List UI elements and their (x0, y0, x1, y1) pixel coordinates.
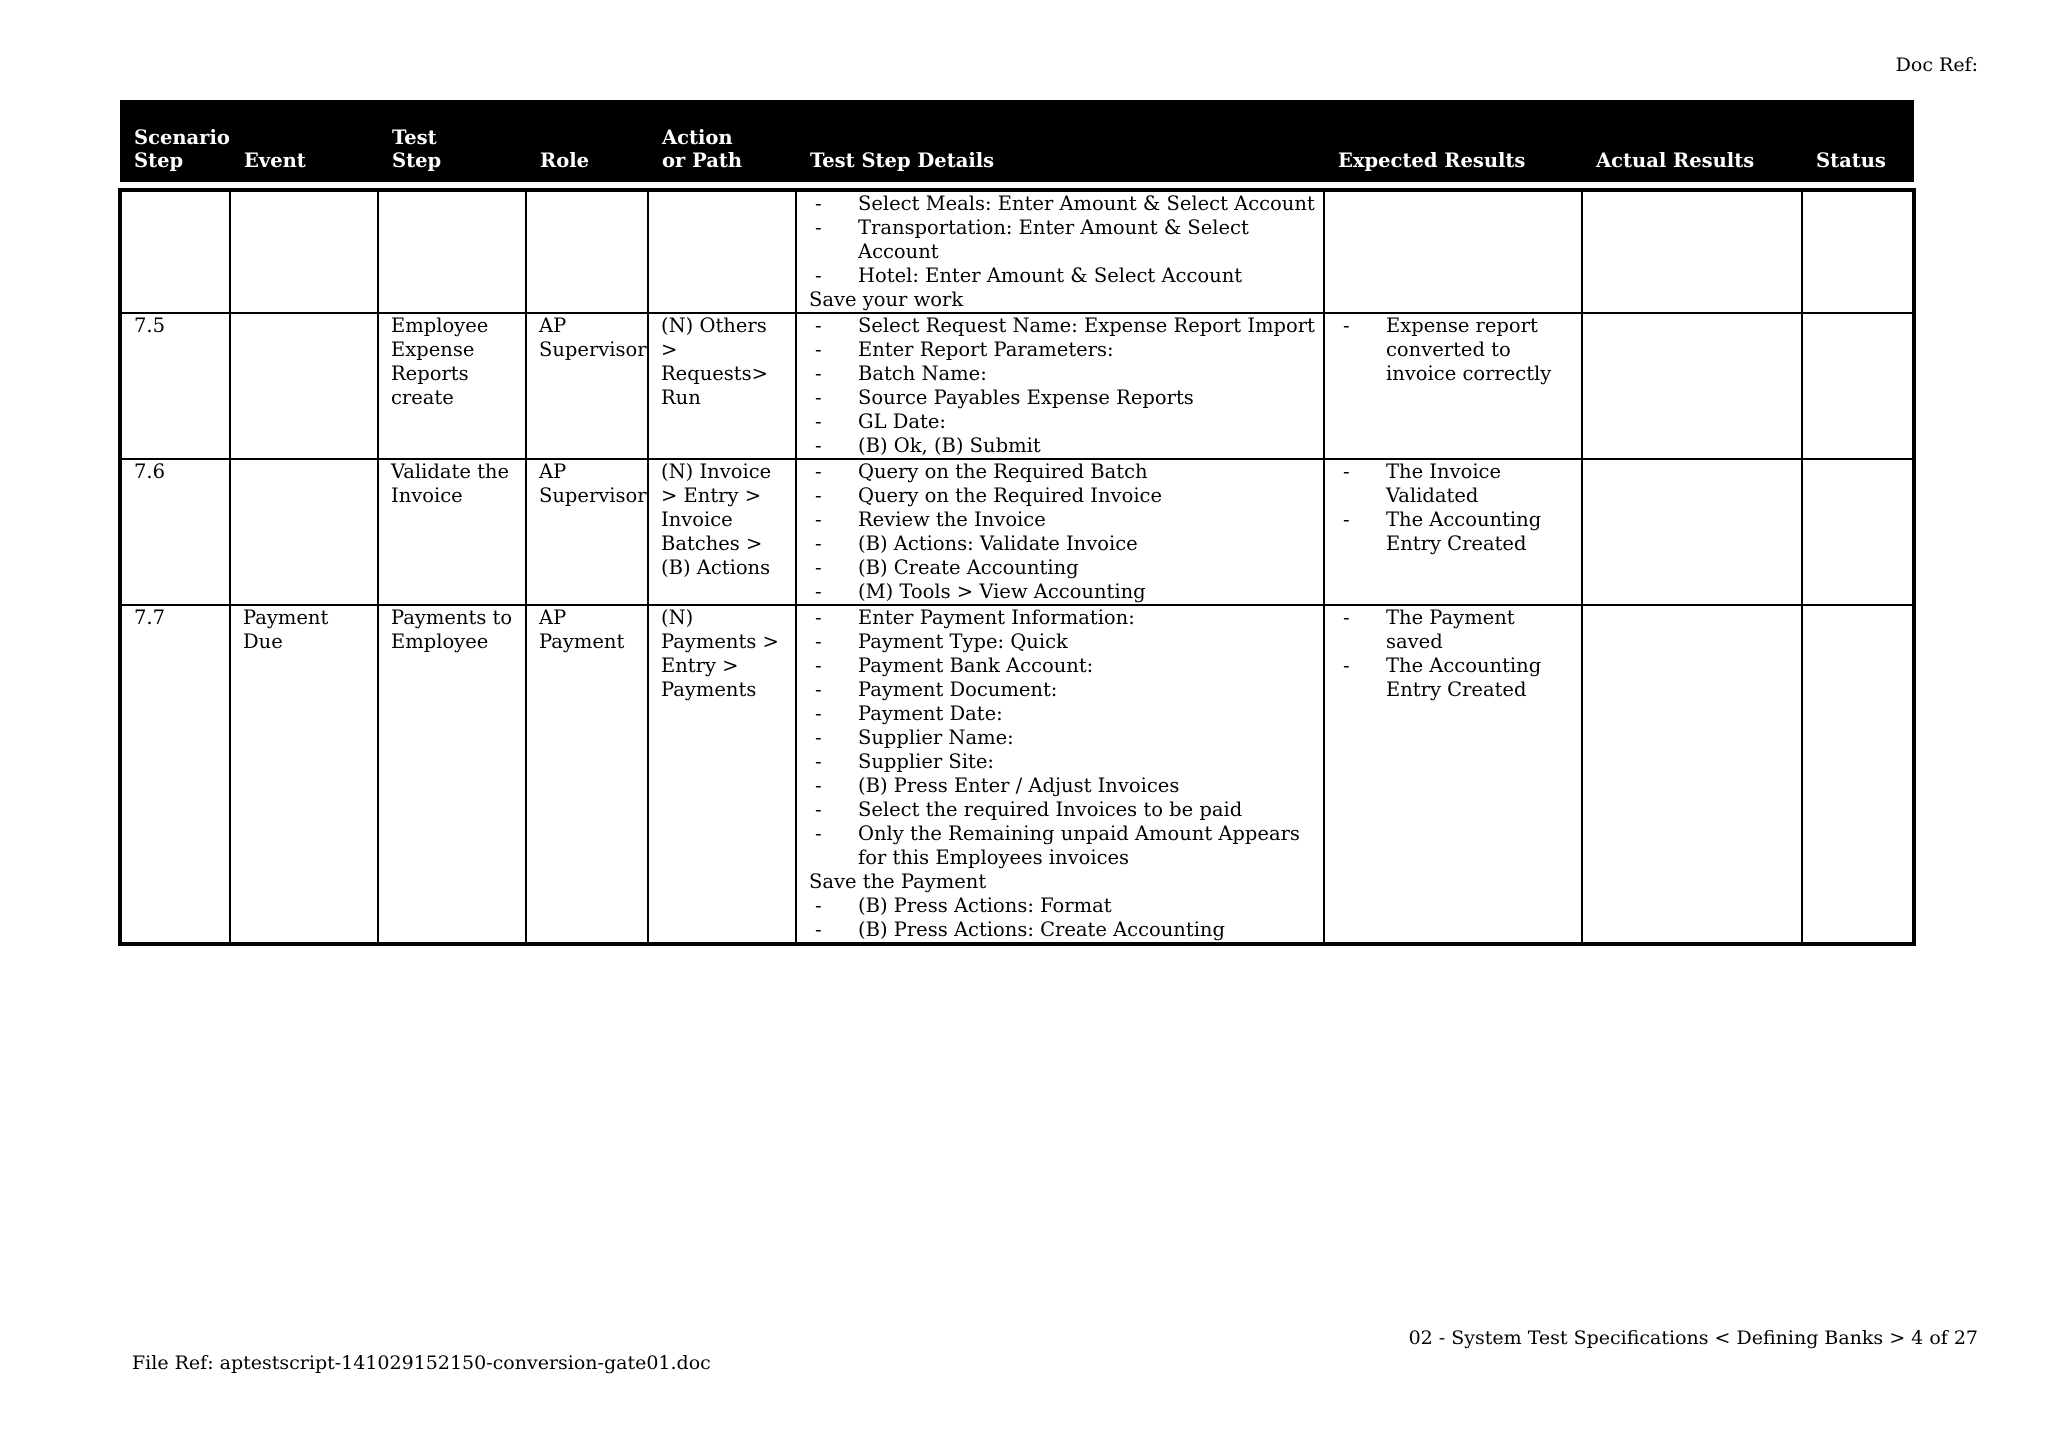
detail-item: - Query on the Required Batch (809, 460, 1317, 484)
detail-item: - Transportation: Enter Amount & Select Account (809, 216, 1317, 264)
cell-event: Payment Due (230, 605, 378, 944)
detail-item: - Payment Type: Quick (809, 630, 1317, 654)
expected-item: - The Accounting Entry Created (1337, 508, 1575, 556)
file-ref: File Ref: aptestscript-141029152150-conversion-gate01.doc (132, 1352, 711, 1374)
cell-event (230, 313, 378, 459)
cell-test-step (378, 190, 526, 313)
detail-text: Save your work (809, 288, 964, 311)
cell-scenario-step: 7.6 (120, 459, 230, 605)
cell-test-step-details (796, 459, 1324, 605)
detail-item: - Enter Report Parameters: (809, 338, 1317, 362)
cell-expected-results (1324, 605, 1582, 944)
cell-test-step: Payments to Employee (378, 605, 526, 944)
page-info: 02 - System Test Specifications < Defining Banks > 4 of 27 (1408, 1327, 1978, 1349)
col-header-scenario-step (120, 100, 230, 182)
cell-action-path: (N) Payments > Entry > Payments (648, 605, 796, 944)
col-header-line: Status (1816, 149, 1886, 172)
col-header-actual-results (1582, 100, 1802, 182)
detail-item: - (M) Tools > View Accounting (809, 580, 1317, 604)
col-header-line: Test (392, 126, 437, 149)
cell-actual-results (1582, 459, 1802, 605)
expected-list (1337, 314, 1575, 386)
detail-list (809, 606, 1317, 870)
cell-test-step-details (796, 605, 1324, 944)
header-spacer (120, 182, 1914, 190)
col-header-line: Expected Results (1338, 149, 1526, 172)
table-row (120, 190, 1914, 313)
detail-text: Save the Payment (809, 870, 987, 893)
detail-item: - Select the required Invoices to be paid (809, 798, 1317, 822)
col-header-event (230, 100, 378, 182)
cell-scenario-step: 7.5 (120, 313, 230, 459)
detail-item: - Supplier Name: (809, 726, 1317, 750)
col-header-test-step-details (796, 100, 1324, 182)
cell-actual-results (1582, 313, 1802, 459)
cell-test-step-details (796, 313, 1324, 459)
cell-role: AP Payment (526, 605, 648, 944)
detail-item: - Select Request Name: Expense Report Import (809, 314, 1317, 338)
table-row (120, 459, 1914, 605)
detail-item: - Enter Payment Information: (809, 606, 1317, 630)
expected-list (1337, 606, 1575, 702)
cell-status (1802, 190, 1914, 313)
detail-item: - (B) Actions: Validate Invoice (809, 532, 1317, 556)
col-header-expected-results (1324, 100, 1582, 182)
cell-expected-results (1324, 459, 1582, 605)
cell-actual-results (1582, 190, 1802, 313)
cell-status (1802, 605, 1914, 944)
detail-item: - Review the Invoice (809, 508, 1317, 532)
cell-action-path (648, 190, 796, 313)
col-header-status (1802, 100, 1914, 182)
detail-item: - (B) Press Actions: Create Accounting (809, 918, 1317, 942)
detail-item: - Only the Remaining unpaid Amount Appears for this Employees invoices (809, 822, 1317, 870)
detail-item: - (B) Press Actions: Format (809, 894, 1317, 918)
cell-action-path: (N) Invoice > Entry > Invoice Batches > (B) Actions (648, 459, 796, 605)
cell-action-path: (N) Others > Requests> Run (648, 313, 796, 459)
detail-item: - Hotel: Enter Amount & Select Account (809, 264, 1317, 288)
expected-item: - The Invoice Validated (1337, 460, 1575, 508)
cell-test-step: Validate the Invoice (378, 459, 526, 605)
cell-event (230, 459, 378, 605)
cell-status (1802, 459, 1914, 605)
detail-item: - Query on the Required Invoice (809, 484, 1317, 508)
col-header-line: Role (540, 149, 590, 172)
detail-item: - Supplier Site: (809, 750, 1317, 774)
cell-expected-results (1324, 313, 1582, 459)
table-row (120, 605, 1914, 944)
detail-item: - Batch Name: (809, 362, 1317, 386)
cell-test-step-details (796, 190, 1324, 313)
detail-item: - GL Date: (809, 410, 1317, 434)
detail-item: - (B) Ok, (B) Submit (809, 434, 1317, 458)
test-spec-table-container (118, 100, 1912, 946)
col-header-action-path (648, 100, 796, 182)
table-header (120, 100, 1914, 182)
cell-expected-results (1324, 190, 1582, 313)
detail-item: - Select Meals: Enter Amount & Select Account (809, 192, 1317, 216)
expected-list (1337, 460, 1575, 556)
header-row (120, 100, 1914, 182)
cell-actual-results (1582, 605, 1802, 944)
detail-list (809, 192, 1317, 288)
col-header-line: Scenario (134, 126, 230, 149)
cell-event (230, 190, 378, 313)
col-header-line: Step (134, 149, 184, 172)
test-spec-table (118, 100, 1916, 946)
detail-item: - (B) Create Accounting (809, 556, 1317, 580)
detail-item: - Payment Date: (809, 702, 1317, 726)
cell-role: AP Supervisor (526, 459, 648, 605)
col-header-line: Actual Results (1596, 149, 1755, 172)
cell-scenario-step: 7.7 (120, 605, 230, 944)
col-header-line: Test Step Details (810, 149, 995, 172)
expected-item: - The Payment saved (1337, 606, 1575, 654)
detail-list (809, 894, 1317, 942)
cell-status (1802, 313, 1914, 459)
expected-item: - The Accounting Entry Created (1337, 654, 1575, 702)
table-body (120, 190, 1914, 944)
col-header-test-step (378, 100, 526, 182)
detail-list (809, 314, 1317, 458)
col-header-line: or Path (662, 149, 743, 172)
doc-ref: Doc Ref: (1895, 54, 1978, 76)
detail-item: - Payment Document: (809, 678, 1317, 702)
col-header-line: Step (392, 149, 442, 172)
cell-role: AP Supervisor (526, 313, 648, 459)
table-row (120, 313, 1914, 459)
cell-test-step: Employee Expense Reports create (378, 313, 526, 459)
cell-role (526, 190, 648, 313)
col-header-role (526, 100, 648, 182)
col-header-line: Action (662, 126, 733, 149)
detail-item: - Source Payables Expense Reports (809, 386, 1317, 410)
cell-scenario-step (120, 190, 230, 313)
col-header-line: Event (244, 149, 306, 172)
detail-item: - Payment Bank Account: (809, 654, 1317, 678)
expected-item: - Expense report converted to invoice correctly (1337, 314, 1575, 386)
detail-item: - (B) Press Enter / Adjust Invoices (809, 774, 1317, 798)
detail-list (809, 460, 1317, 604)
